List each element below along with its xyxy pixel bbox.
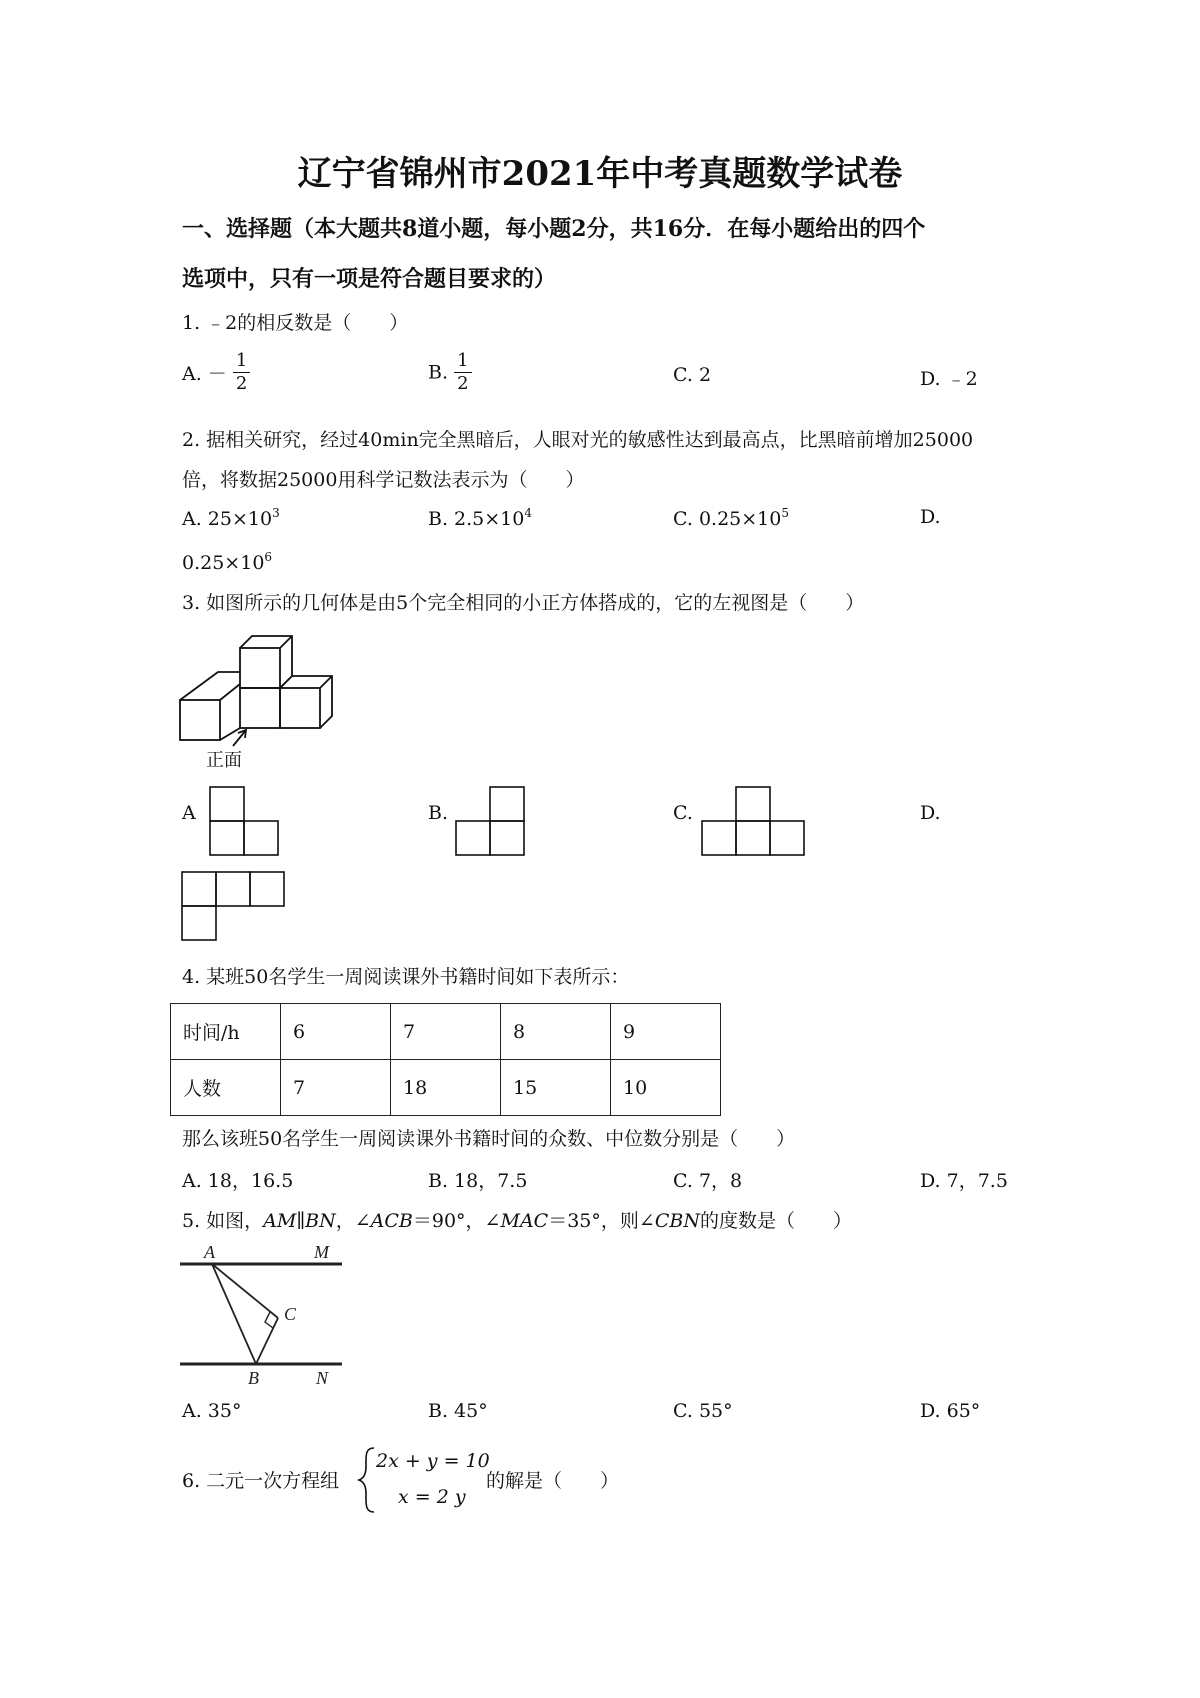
table-cell: 15 xyxy=(501,1060,611,1116)
q6-equation-1: 2x + y = 10 xyxy=(376,1450,490,1472)
q4-option-c: C. 7，8 xyxy=(673,1170,743,1192)
q3-option-c-figure xyxy=(700,785,806,857)
q1-option-a-label: A. － xyxy=(182,363,227,385)
cube-left-diag xyxy=(220,684,240,700)
q4-table xyxy=(170,1003,721,1116)
q5-stem-math: ACB xyxy=(370,1210,413,1232)
q4-stem: 4. 某班50名学生一周阅读课外书籍时间如下表所示： xyxy=(182,966,630,988)
q2-a-base: A. 25×10 xyxy=(182,508,273,530)
q1-stem: 1. ﹣2的相反数是（ ） xyxy=(182,312,409,334)
segment-ac xyxy=(212,1264,278,1318)
q5-geometry-figure xyxy=(176,1240,356,1390)
cube-top-front xyxy=(240,648,280,688)
q2-option-a xyxy=(182,506,280,530)
q2-option-d-label: D. xyxy=(920,506,941,528)
q1-option-b-label: B. xyxy=(428,361,449,384)
q4-option-b: B. 18，7.5 xyxy=(428,1170,528,1192)
q1-b-numerator: 1 xyxy=(454,350,471,373)
table-cell: 18 xyxy=(391,1060,501,1116)
q2-c-exponent: 5 xyxy=(781,506,789,520)
label-n: N xyxy=(316,1368,329,1388)
page-title: 辽宁省锦州市2021年中考真题数学试卷 xyxy=(297,154,903,194)
q5-option-a: A. 35° xyxy=(182,1400,242,1422)
q3-option-c-label: C. xyxy=(673,802,693,824)
q6-prefix: 6. 二元一次方程组 xyxy=(182,1470,340,1492)
q2-a-exponent: 3 xyxy=(272,506,280,520)
q2-stem-line2: 倍，将数据25000用科学记数法表示为（ ） xyxy=(182,469,585,491)
q1-option-a-fraction xyxy=(233,350,250,395)
q3-stem: 3. 如图所示的几何体是由5个完全相同的小正方体搭成的，它的左视图是（ ） xyxy=(182,592,865,614)
q2-b-base: B. 2.5×10 xyxy=(428,508,525,530)
table-cell: 时间/h xyxy=(171,1004,281,1060)
q5-option-d: D. 65° xyxy=(920,1400,981,1422)
q4-option-a: A. 18，16.5 xyxy=(182,1170,294,1192)
table-cell: 7 xyxy=(281,1060,391,1116)
table-cell: 6 xyxy=(281,1004,391,1060)
q2-c-base: C. 0.25×10 xyxy=(673,508,782,530)
q3-option-d-figure xyxy=(180,870,286,942)
q3-option-d-label: D. xyxy=(920,802,941,824)
q1-option-c: C. 2 xyxy=(673,364,712,386)
segment-cb xyxy=(256,1318,278,1364)
label-c: C xyxy=(284,1304,297,1324)
q5-option-b: B. 45° xyxy=(428,1400,488,1422)
q2-option-c xyxy=(673,506,789,530)
q1-a-denominator: 2 xyxy=(235,373,248,394)
table-cell: 9 xyxy=(611,1004,721,1060)
q3-option-b-label: B. xyxy=(428,802,449,824)
cube-right-front xyxy=(280,688,320,728)
q5-stem xyxy=(182,1206,852,1233)
q3-solid-figure xyxy=(178,632,348,782)
cube-left-bottom xyxy=(220,728,240,740)
table-row xyxy=(171,1060,721,1116)
q2-d-base: 0.25×10 xyxy=(182,552,265,574)
q5-stem-part: 5. 如图， xyxy=(182,1210,264,1232)
q3-option-a-figure xyxy=(208,785,282,857)
label-b: B xyxy=(248,1368,259,1388)
label-a: A xyxy=(204,1242,215,1262)
q5-stem-part: ＝90°，∠ xyxy=(412,1210,501,1232)
cube-right-diag xyxy=(320,676,332,688)
q1-option-a xyxy=(182,350,250,395)
section-heading-line2: 选项中，只有一项是符合题目要求的） xyxy=(182,266,557,292)
q5-stem-math: MAC xyxy=(500,1210,549,1232)
table-row xyxy=(171,1004,721,1060)
q1-option-b xyxy=(428,350,472,395)
q1-a-numerator: 1 xyxy=(233,350,250,373)
q1-option-d: D. ﹣2 xyxy=(920,368,978,390)
q2-option-b xyxy=(428,506,532,530)
section-heading-line1: 一、选择题（本大题共8道小题，每小题2分，共16分．在每小题给出的四个 xyxy=(182,216,926,242)
table-cell: 7 xyxy=(391,1004,501,1060)
q5-stem-math: CBN xyxy=(654,1210,700,1232)
q1-b-denominator: 2 xyxy=(457,373,469,394)
q4-option-d: D. 7，7.5 xyxy=(920,1170,1008,1192)
q5-stem-part: ＝35°，则∠ xyxy=(548,1210,655,1232)
table-cell: 8 xyxy=(501,1004,611,1060)
cube-left-front xyxy=(180,700,220,740)
q5-option-c: C. 55° xyxy=(673,1400,733,1422)
q2-d-exponent: 6 xyxy=(264,550,273,564)
cube-top-diag xyxy=(280,636,292,648)
q1-option-b-fraction xyxy=(454,350,471,395)
q3-option-a-label: A xyxy=(182,802,196,824)
q5-stem-part: ，∠ xyxy=(335,1210,371,1232)
q6-suffix: 的解是（ ） xyxy=(486,1470,620,1492)
cube-left-top xyxy=(180,672,240,700)
cube-mid-front xyxy=(240,688,280,728)
segment-ab xyxy=(212,1264,256,1364)
q3-option-b-figure xyxy=(454,785,528,857)
q3-front-label: 正面 xyxy=(206,750,242,771)
q2-stem-line1: 2. 据相关研究，经过40min完全黑暗后，人眼对光的敏感性达到最高点，比黑暗前增加25000 xyxy=(182,429,974,451)
right-angle-mark xyxy=(265,1312,273,1328)
q6-equation-2: x = 2 y xyxy=(398,1486,466,1508)
table-cell: 人数 xyxy=(171,1060,281,1116)
table-cell: 10 xyxy=(611,1060,721,1116)
label-m: M xyxy=(314,1242,329,1262)
q5-stem-part: 的度数是（ ） xyxy=(699,1210,852,1232)
q2-option-d xyxy=(182,550,272,574)
q4-question: 那么该班50名学生一周阅读课外书籍时间的众数、中位数分别是（ ） xyxy=(182,1128,796,1150)
q2-b-exponent: 4 xyxy=(524,506,532,520)
q5-stem-math: AM∥BN xyxy=(263,1210,336,1232)
